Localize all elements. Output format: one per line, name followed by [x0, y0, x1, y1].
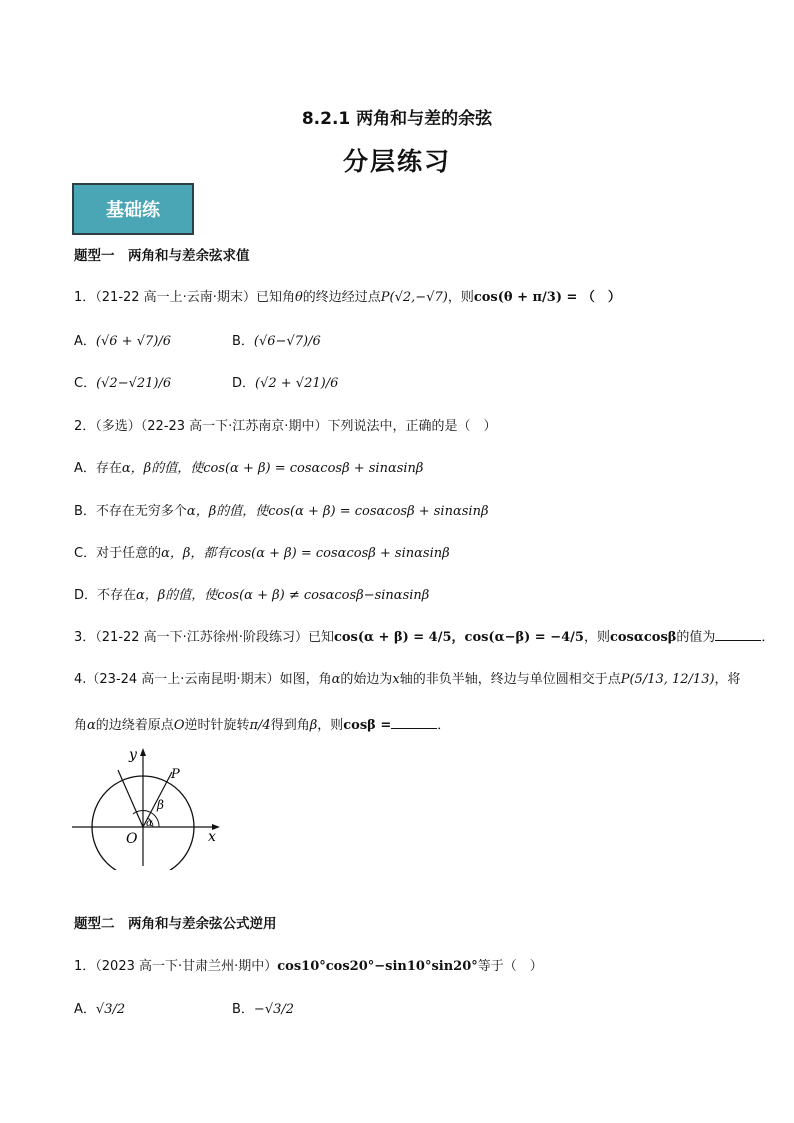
point-p-label: P — [171, 767, 180, 782]
question-4-mid: 的始边为 — [340, 672, 393, 687]
question-4-line-1-end: ，将 — [714, 672, 741, 687]
question-3-suffix: 的值为 — [676, 630, 716, 645]
question-4-line-2-mid3: 得到角 — [270, 718, 310, 733]
q2-option-c[interactable] — [74, 542, 450, 561]
section2-question-1-expr: cos10°cos20°−sin10°sin20° — [277, 959, 478, 974]
question-4-mid2: 轴的非负半轴，终边与单位圆相交于点 — [399, 672, 621, 687]
q2-option-d-value: α，β的值，使cos(α + β) ≠ cosαcosβ−sinαsinβ — [136, 588, 430, 603]
x-symbol: x — [392, 672, 400, 687]
section-badge: 基础练 — [72, 183, 194, 235]
y-label: y — [129, 747, 137, 763]
section-heading-2: 题型二 两角和与差余弦公式逆用 — [74, 916, 277, 932]
section-heading-1: 题型一 两角和与差余弦求值 — [74, 248, 250, 264]
q2-option-d-label: D．不存在 — [74, 588, 137, 603]
question-3 — [74, 626, 774, 645]
alpha-label: α — [146, 818, 153, 829]
question-4-line-2-mid: 的边绕着原点 — [95, 718, 174, 733]
question-1-mid: 的终边经过点 — [302, 290, 381, 305]
question-4-point: P(5/13, 12/13) — [620, 672, 715, 687]
q2-option-c-label: C．对于任意的 — [74, 546, 162, 561]
answer-blank[interactable] — [391, 717, 437, 729]
q1-option-b-label: B． — [232, 334, 254, 349]
question-4-line-2-mid2: 逆时针旋转 — [184, 718, 250, 733]
q2-option-b-label: B．不存在无穷多个 — [74, 504, 187, 519]
q1-option-c[interactable] — [74, 372, 171, 391]
question-4-line-2-ask: ，则 — [317, 718, 344, 733]
q1-option-b-value: (√6−√7)/6 — [253, 334, 321, 349]
s2q1-option-a[interactable] — [74, 998, 125, 1017]
question-3-end: ． — [761, 630, 775, 645]
question-1-prefix: 1．（21-22 高一上·云南·期末）已知角 — [74, 290, 295, 305]
q2-option-a-value: α，β的值，使cos(α + β) = cosαcosβ + sinαsinβ — [121, 461, 424, 476]
alpha-symbol: α — [331, 672, 341, 687]
page-subtitle: 分层练习 — [342, 147, 451, 176]
section2-question-1 — [74, 955, 543, 974]
origin-symbol: O — [173, 718, 185, 733]
q2-option-a-label: A．存在 — [74, 461, 122, 476]
q1-option-d[interactable] — [232, 372, 338, 391]
question-1 — [74, 286, 621, 305]
origin-label: O — [126, 831, 138, 847]
beta-label: β — [157, 798, 164, 812]
q2-option-a[interactable] — [74, 457, 423, 476]
question-4-line-1 — [74, 668, 741, 687]
x-label: x — [208, 829, 216, 845]
question-4-line-2-end: ． — [437, 718, 451, 733]
question-3-prefix: 3．（21-22 高一下·江苏徐州·阶段练习）已知 — [74, 630, 334, 645]
q1-option-a-value: (√6 + √7)/6 — [95, 334, 171, 349]
unit-circle-figure — [68, 742, 228, 870]
s2q1-option-a-value: √3/2 — [95, 1002, 126, 1017]
q1-option-b[interactable] — [232, 330, 321, 349]
terminal-side-beta — [118, 770, 143, 827]
s2q1-option-b-value: −√3/2 — [253, 1002, 295, 1017]
question-3-ask: ，则 — [583, 630, 610, 645]
question-3-target: cosαcosβ — [609, 630, 677, 645]
question-2: 2．（多选）（22-23 高一下·江苏南京·期中）下列说法中，正确的是（ ） — [74, 419, 497, 434]
question-1-expr: cos(θ + π/3) = （ ） — [473, 290, 621, 305]
section2-question-1-stem: 1．（2023 高一下·甘肃兰州·期中） — [74, 959, 278, 974]
question-1-point: P(√2,−√7) — [380, 290, 448, 305]
q2-option-b-value: α，β的值，使cos(α + β) = cosαcosβ + sinαsinβ — [186, 504, 489, 519]
q2-option-c-value: α，β，都有cos(α + β) = cosαcosβ + sinαsinβ — [161, 546, 450, 561]
alpha-symbol: α — [87, 718, 96, 733]
q1-option-d-label: D． — [232, 376, 256, 391]
beta-symbol: β — [309, 718, 318, 733]
q1-option-c-value: (√2−√21)/6 — [96, 376, 172, 391]
rotation-angle: π/4 — [249, 718, 271, 733]
question-4-line-2-prefix: 角 — [74, 718, 88, 733]
s2q1-option-a-label: A． — [74, 1002, 96, 1017]
q2-option-d[interactable] — [74, 584, 429, 603]
question-4-expr: cosβ = — [343, 718, 392, 733]
q1-option-c-label: C． — [74, 376, 97, 391]
q2-option-b[interactable] — [74, 500, 488, 519]
section2-question-1-suffix: 等于（ ） — [477, 959, 543, 974]
y-axis-arrow — [140, 748, 146, 756]
page-title: 8.2.1 两角和与差的余弦 — [301, 109, 493, 129]
question-4-prefix: 4.（23-24 高一上·云南昆明·期末）如图，角 — [74, 672, 332, 687]
s2q1-option-b[interactable] — [232, 998, 294, 1017]
question-4-line-2 — [74, 714, 450, 733]
q1-option-d-value: (√2 + √21)/6 — [255, 376, 339, 391]
s2q1-option-b-label: B． — [232, 1002, 254, 1017]
theta-symbol: θ — [294, 290, 303, 305]
question-3-expr: cos(α + β) = 4/5，cos(α−β) = −4/5 — [333, 630, 584, 645]
question-1-ask: ，则 — [447, 290, 474, 305]
answer-blank[interactable] — [715, 629, 761, 641]
q1-option-a[interactable] — [74, 330, 171, 349]
q1-option-a-label: A． — [74, 334, 96, 349]
